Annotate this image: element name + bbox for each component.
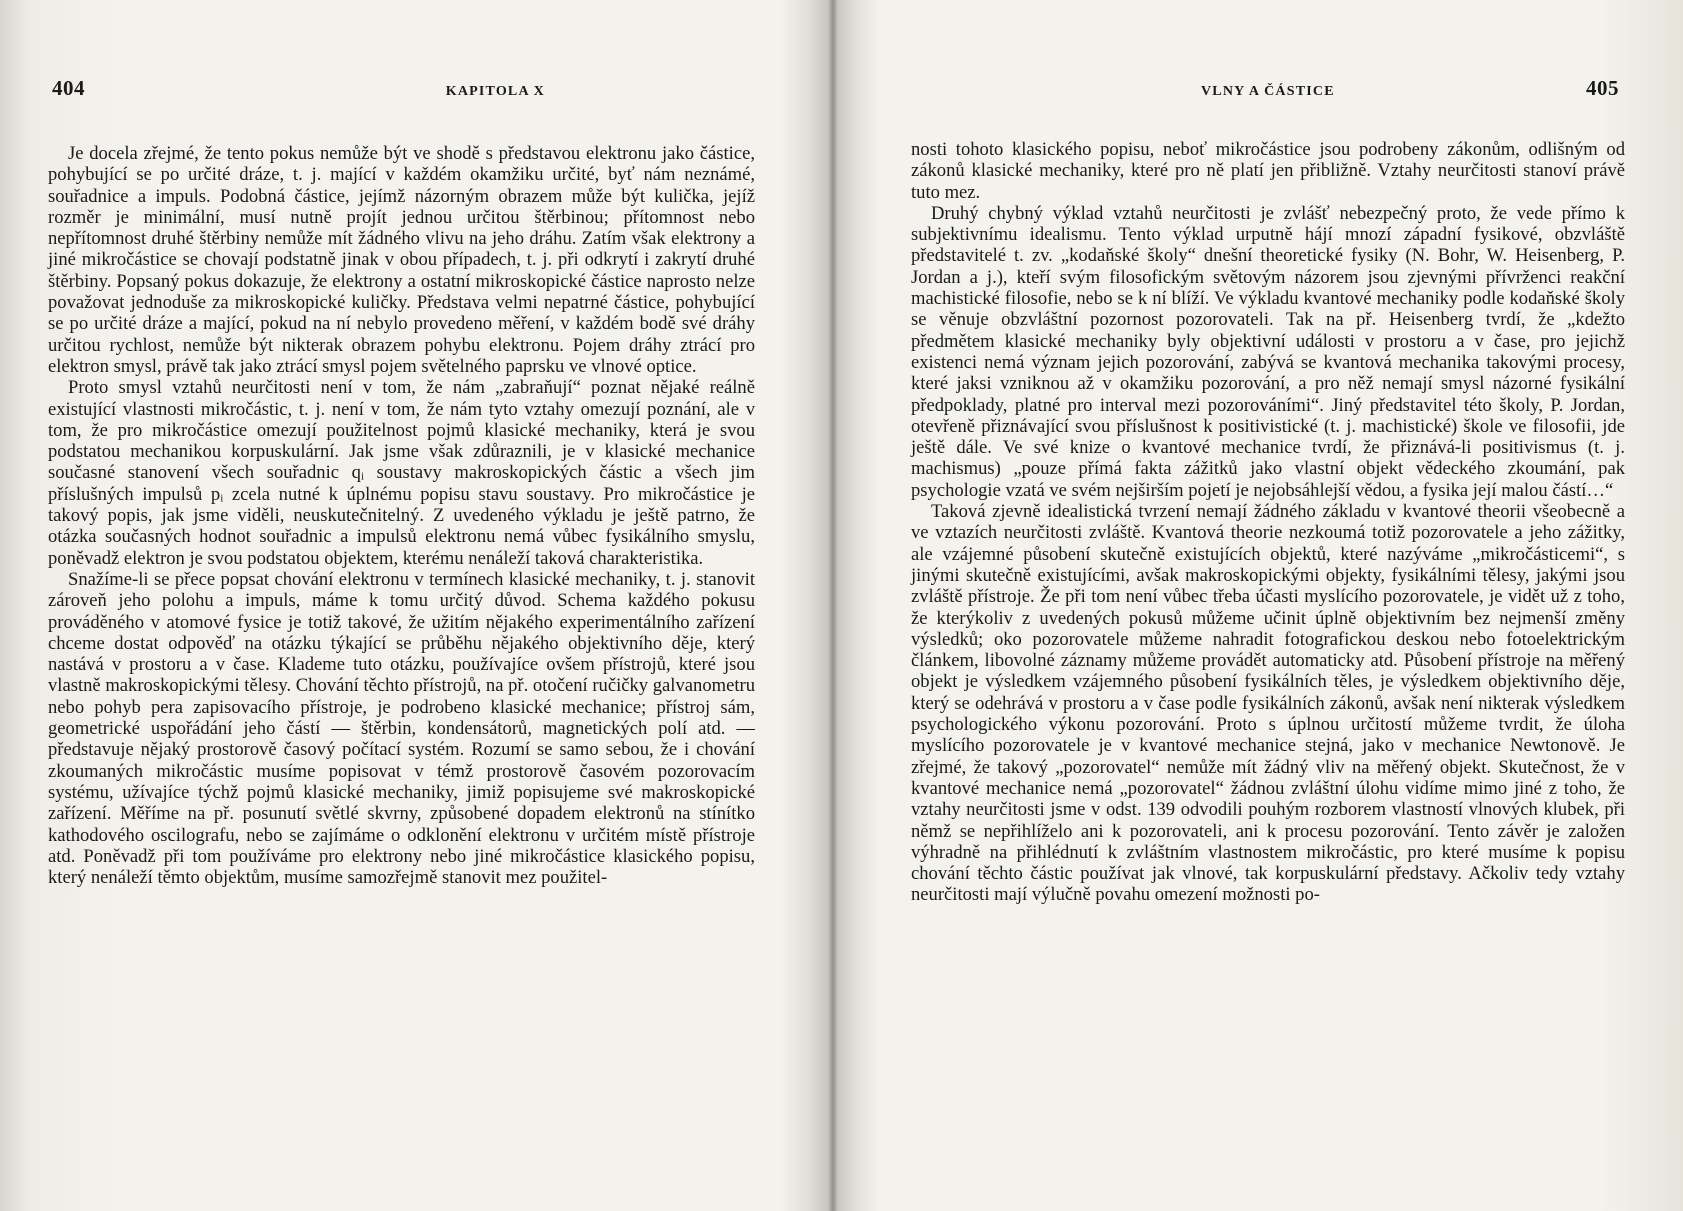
left-paragraph-3: Snažíme-li se přece popsat chování elektronu v termínech klasické mechaniky, t. j. stanovit zároveň jeho polohu a impuls, máme k tomu určitý důvod. Schema každého pokusu prováděného v atomové fysice je totiž takové, že užitím nějakého experimentálního zařízení chceme dostat odpověď na otázku týkající se průběhu nějakého objektivního děje, který nastává v prostoru a v čase. Klademe tuto otázku, používajíce ovšem přístrojů, které jsou vlastně makroskopickými tělesy. Chování těchto přístrojů, na př. otočení ručičky galvanometru nebo pohyb pera zapisovacího přístroje, je podrobeno klasické mechanice; přístroj sám, geometrické uspořádání jeho částí — štěrbin, kondensátorů, magnetických polí atd. — představuje nějaký prostorově časový počítací systém. Rozumí se samo sebou, že i chování zkoumaných mikročástic musíme popisovat v témž prostorově časovém pozorovacím systému, užívajíce týchž pojmů klasické mechaniky, jimiž popisujeme své makroskopické zařízení. Měříme na př. posunutí světlé skvrny, způsobené dopadem elektronů na stínítko kathodového oscilografu, nebo se zajímáme o odklonění elektronu v určitém místě přístroje atd. Poněvadž při tom používáme pro elektrony nebo jiné mikročástice klasického popisu, který nenáleží těmto objektům, musíme samozřejmě stanovit mez použitel- xyxy=(48,568,755,889)
right-page xyxy=(833,0,1683,1211)
right-running-head: VLNY A ČÁSTICE xyxy=(1201,84,1335,99)
right-page-body xyxy=(911,139,1625,906)
right-page-number: 405 xyxy=(1586,76,1619,100)
left-paragraph-2: Proto smysl vztahů neurčitosti není v tom, že nám „zabraňují“ poznat nějaké reálně existující vlastnosti mikročástic, t. j. není v tom, že nám tyto vztahy omezují poznání, ale v tom, že pro mikročástice omezují použitelnost pojmů klasické mechaniky, která je svou podstatou mechanikou korpuskulární. Jak jsme však zdůraznili, je v klasické mechanice současné stanovení všech souřadnic qᵢ soustavy makroskopických částic a všech jim příslušných impulsů pᵢ zcela nutné k úplnému popisu stavu soustavy. Pro mikročástice je takový popis, jak jsme viděli, neuskutečnitelný. Z uvedeného výkladu je ještě patrno, že otázka současných hodnot souřadnic a impulsů elektronu nemá vůbec fysikálního smyslu, poněvadž elektron je svou podstatou objektem, kterému nenáleží taková charakteristika. xyxy=(48,377,755,569)
right-paragraph-1: nosti tohoto klasického popisu, neboť mikročástice jsou podrobeny zákonům, odlišným od zákonů klasické mechaniky, které pro ně platí jen přibližně. Vztahy neurčitosti stanoví právě tuto mez. xyxy=(911,139,1625,203)
left-page-body xyxy=(48,143,755,888)
left-page xyxy=(0,0,833,1211)
right-page-header xyxy=(911,76,1625,101)
left-page-header xyxy=(48,76,755,101)
right-paragraph-2: Druhý chybný výklad vztahů neurčitosti je zvlášť nebezpečný proto, že vede přímo k subjektivnímu idealismu. Tento výklad urputně hájí mnozí západní fysikové, obzvláště představitelé t. zv. „kodaňské školy“ dnešní theoretické fysiky (N. Bohr, W. Heisenberg, P. Jordan a j.), kteří svým filosofickým světovým názorem jsou zjevnými přívrženci reakční machistické filosofie, nebo se k ní blíží. Ve výkladu kvantové mechaniky podle kodaňské školy se věnuje obzvláštní pozornost pozorovateli. Tak na př. Heisenberg tvrdí, že „kdežto předmětem klasické mechaniky byly objektivní události v prostoru a v čase, pro jejichž existenci nemá význam jejich pozorování, zabývá se kvantová mechanika takovými procesy, které jaksi vzniknou až v okamžiku pozorování, a pro něž nemají smysl názorné fysikální předpoklady, platné pro interval mezi pozorováními“. Jiný představitel této školy, P. Jordan, otevřeně přiznávající svou příslušnost k positivistické (t. j. machistické) škole ve filosofii, jde ještě dále. Ve své knize o kvantové mechanice tvrdí, že přiznává-li positivismus (t. j. machismus) „pouze přímá fakta zážitků jako vlastní objekt vědeckého zkoumání, pak psychologie vzatá ve svém nejširším pojetí je nejobsáhlejší vědou, a fysika její malou částí…“ xyxy=(911,202,1625,501)
right-paragraph-3: Taková zjevně idealistická tvrzení nemají žádného základu v kvantové theorii všeobecně a ve vztazích neurčitosti zvláště. Kvantová theorie nezkoumá totiž pozorovatele a jeho zážitky, ale vzájemné působení skutečně existujících objektů, které nazýváme „mikročásticemi“, s jinými skutečně existujícími, avšak makroskopickými objekty, fysikálními tělesy, jakými jsou zvláště přístroje. Že při tom není vůbec třeba účasti myslícího pozorovatele, je vidět už z toho, že kterýkoliv z uvedených pokusů můžeme učinit úplně objektivním bez nejmenší změny výsledků; oko pozorovatele můžeme nahradit fotografickou deskou nebo fotoelektrickým článkem, libovolné záznamy můžeme provádět automaticky atd. Působení přístroje na měřený objekt je výsledkem vzájemného působení fysikálních těles, je výsledkem objektivního děje, který se odehrává v prostoru a v čase podle fysikálních zákonů, avšak není nikterak výsledkem psychologického výkonu pozorování. Proto s úplnou určitostí můžeme tvrdit, že úloha myslícího pozorovatele je v kvantové mechanice stejná, jako v mechanice Newtonově. Je zřejmé, že takový „pozorovatel“ nemůže mít žádný vliv na měřený objekt. Skutečnost, že v kvantové mechanice nemá „pozorovatel“ žádnou zvláštní úlohu vidíme mimo jiné z toho, že vztahy neurčitosti jsme v odst. 139 odvodili pouhým rozborem vlastností vlnových klubek, při němž se nepřihlíželo ani k pozorovateli, ani k procesu pozorování. Tento závěr je založen výhradně na přihlédnutí k zvláštním vlastnostem mikročástic, pro které musíme k popisu chování těchto částic používat jak vlnové, tak korpuskulární představy. Ačkoliv tedy vztahy neurčitosti mají výlučně povahu omezení možnosti po- xyxy=(911,501,1625,906)
left-paragraph-1: Je docela zřejmé, že tento pokus nemůže být ve shodě s představou elektronu jako částice, pohybující se po určité dráze, t. j. mající v každém okamžiku určité, byť nám neznámé, souřadnice a impuls. Podobná částice, jejímž názorným obrazem může být kulička, jejíž rozměr je minimální, musí nutně projít jednou určitou štěrbinou; přítomnost nebo nepřítomnost druhé štěrbiny nemůže mít žádného vlivu na jeho dráhu. Zatím však elektrony a jiné mikročástice se chovají podstatně jinak v obou případech, t. j. při odkrytí i zakrytí druhé štěrbiny. Popsaný pokus dokazuje, že elektrony a ostatní mikroskopické částice naprosto nelze považovat jednoduše za mikroskopické kuličky. Představa velmi nepatrné částice, pohybující se po určité dráze a mající, pokud na ní nebylo provedeno měření, v každém bodě své dráhy určitou rychlost, nemůže být nikterak obrazem pohybu elektronu. Pojem dráhy ztrácí pro elektron smysl, právě tak jako ztrácí smysl pojem světelného paprsku ve vlnové optice. xyxy=(48,143,755,377)
left-page-number: 404 xyxy=(52,76,85,100)
left-running-head: KAPITOLA X xyxy=(445,84,545,99)
